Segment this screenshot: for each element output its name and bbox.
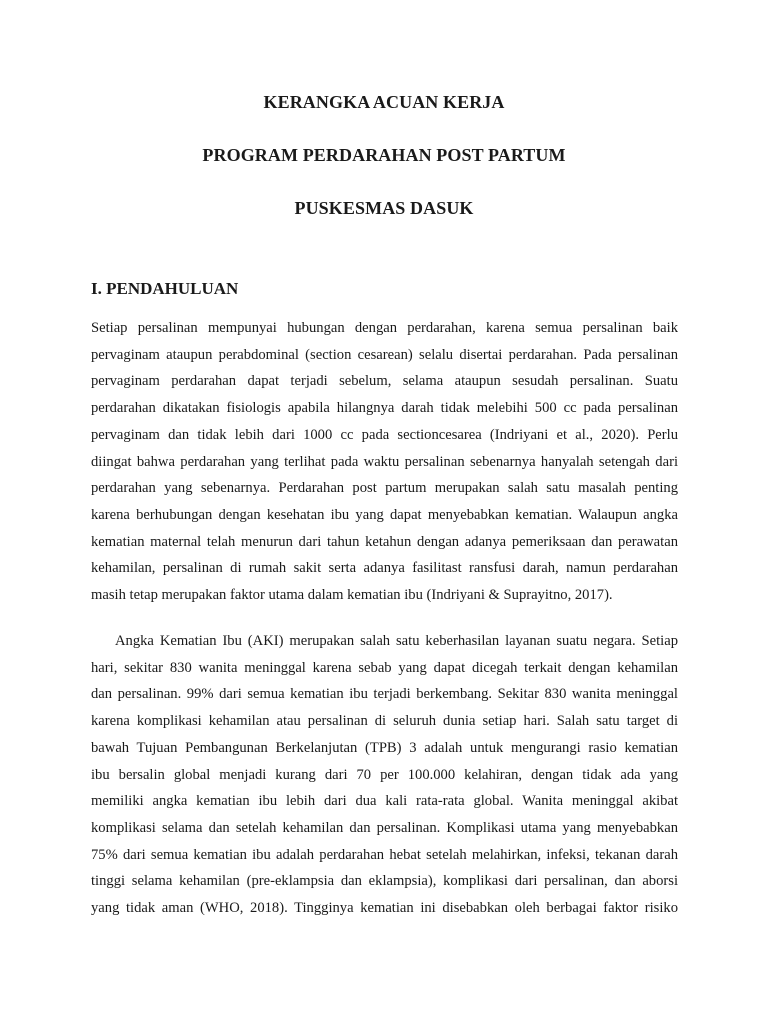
paragraph-1-line: perdarahan dikatakan fisiologis apabila hilangnya darah tidak melebihi 500 cc pada persalinan xyxy=(91,400,678,417)
paragraph-1 xyxy=(91,315,678,609)
paragraph-2-line: hari, sekitar 830 wanita meninggal karena sebab yang dapat dicegah terkait dengan kehamilan xyxy=(91,659,678,676)
paragraph-2-line: bawah Tujuan Pembangunan Berkelanjutan (TPB) 3 adalah untuk mengurangi rasio kematian xyxy=(91,739,678,756)
document-title-line-1: KERANGKA ACUAN KERJA xyxy=(263,92,505,112)
paragraph-1-line: karena berhubungan dengan kesehatan ibu yang dapat menyebabkan kematian. Walaupun angka xyxy=(91,506,678,523)
paragraph-1-line: pervaginam ataupun perabdominal (section cesarean) selalu disertai perdarahan. Pada persalinan xyxy=(91,346,678,363)
paragraph-2 xyxy=(91,628,678,922)
paragraph-1-line: masih tetap merupakan faktor utama dalam kematian ibu (Indriyani & Suprayitno, 2017). xyxy=(91,587,613,604)
paragraph-1-line: kematian maternal telah menurun dari tahun ketahun dengan adanya pemeriksaan dan perawatan xyxy=(91,533,678,550)
paragraph-2-line: dan persalinan. 99% dari semua kematian ibu terjadi berkembang. Sekitar 830 wanita meninggal xyxy=(91,686,678,703)
paragraph-2-line: komplikasi selama dan setelah kehamilan dan persalinan. Komplikasi utama yang menyebabkan xyxy=(91,819,678,836)
document-title-line-2: PROGRAM PERDARAHAN POST PARTUM xyxy=(202,145,566,165)
paragraph-1-line: Setiap persalinan mempunyai hubungan dengan perdarahan, karena semua persalinan baik xyxy=(91,320,678,336)
section-heading-pendahuluan: I. PENDAHULUAN xyxy=(91,279,239,298)
document-title-line-3: PUSKESMAS DASUK xyxy=(294,198,474,218)
paragraph-1-line: pervaginam perdarahan dapat terjadi sebelum, selama ataupun sesudah persalinan. Suatu xyxy=(91,373,678,390)
paragraph-1-line: pervaginam dan tidak lebih dari 1000 cc pada sectioncesarea (Indriyani et al., 2020). Perlu xyxy=(91,426,678,443)
paragraph-1-line: diingat bahwa perdarahan yang terlihat pada waktu persalinan sebenarnya hanyalah setengah dari xyxy=(91,453,678,470)
paragraph-2-line: tinggi selama kehamilan (pre-eklampsia dan eklampsia), komplikasi dari persalinan, dan aborsi xyxy=(91,873,678,890)
paragraph-1-line: kehamilan, persalinan di rumah sakit serta adanya fasilitast ransfusi darah, namun perdarahan xyxy=(91,560,678,577)
document-title-block xyxy=(0,92,768,251)
paragraph-2-line: Angka Kematian Ibu (AKI) merupakan salah satu keberhasilan layanan suatu negara. Setiap xyxy=(115,633,678,649)
paragraph-2-line: ibu bersalin global menjadi kurang dari 70 per 100.000 kelahiran, dengan tidak ada yang xyxy=(91,766,678,783)
paragraph-2-line: yang tidak aman (WHO, 2018). Tingginya kematian ini disebabkan oleh berbagai faktor risiko xyxy=(91,900,678,917)
paragraph-1-line: perdarahan yang sebenarnya. Perdarahan post partum merupakan salah satu masalah penting xyxy=(91,480,678,497)
paragraph-2-line: memiliki angka kematian ibu lebih dari dua kali rata-rata global. Wanita meninggal akibat xyxy=(91,793,678,810)
paragraph-2-line: 75% dari semua kematian ibu adalah perdarahan hebat setelah melahirkan, infeksi, tekanan darah xyxy=(91,846,678,863)
paragraph-2-line: karena komplikasi kehamilan atau persalinan di seluruh dunia setiap hari. Salah satu target di xyxy=(91,713,678,730)
